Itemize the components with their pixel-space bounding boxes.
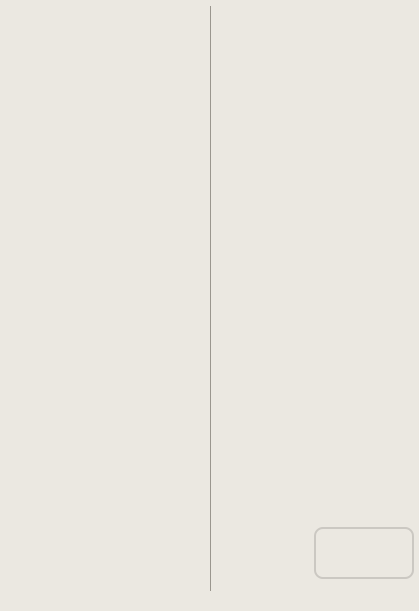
section-heading <box>12 127 208 139</box>
section-heading-test <box>214 33 412 45</box>
unit-title <box>12 108 208 124</box>
volume-heading <box>214 47 412 60</box>
left-column <box>12 0 208 141</box>
watermark-logo <box>312 524 416 606</box>
column-divider <box>210 6 211 591</box>
right-column <box>214 0 412 61</box>
answers-heading <box>12 86 208 100</box>
unit-title-test <box>214 8 412 24</box>
page-title <box>12 46 208 68</box>
